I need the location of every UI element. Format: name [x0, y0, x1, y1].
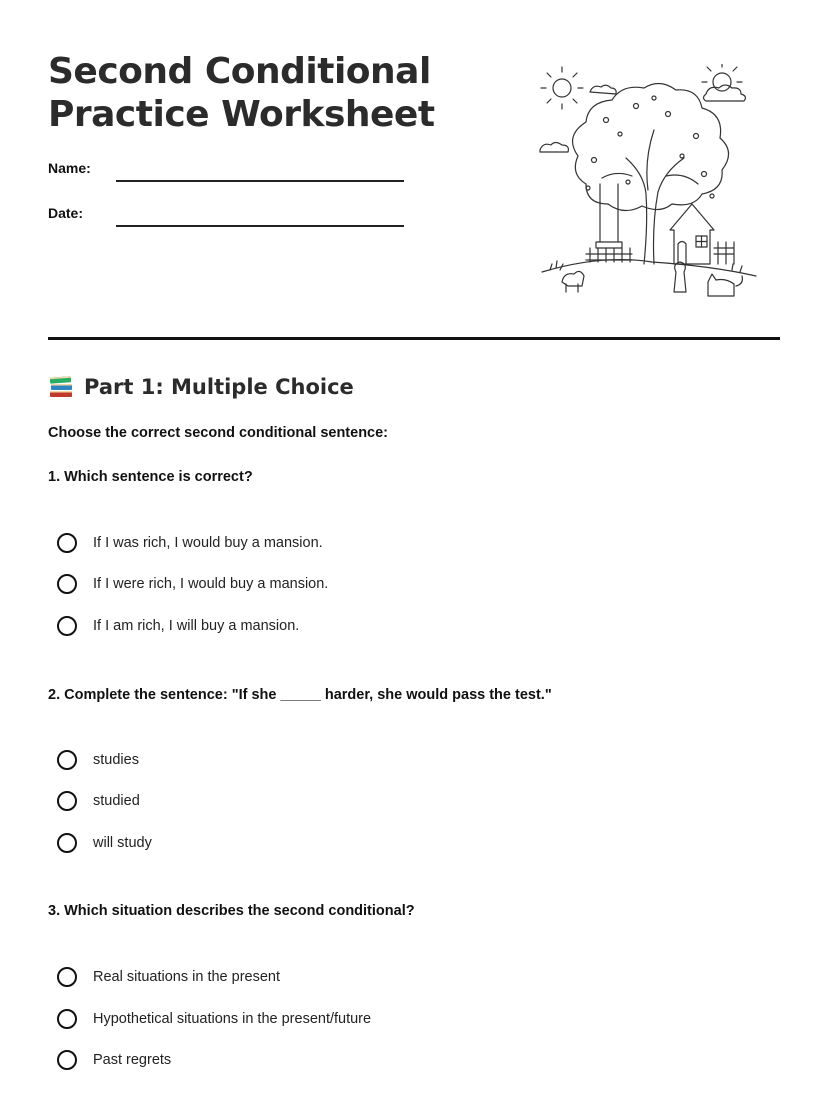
question-2: 2. Complete the sentence: "If she _____ harder, she would pass the test." [48, 687, 552, 703]
question-3: 3. Which situation describes the second conditional? [48, 903, 415, 919]
section-divider [48, 337, 780, 340]
option-label: If I am rich, I will buy a mansion. [93, 618, 300, 634]
name-field[interactable] [116, 180, 404, 182]
radio-button[interactable] [57, 574, 77, 594]
question-3-option-1[interactable] [57, 967, 280, 987]
question-3-option-3[interactable] [57, 1050, 171, 1070]
question-2-option-2[interactable] [57, 791, 140, 811]
radio-button[interactable] [57, 750, 77, 770]
option-label: will study [93, 835, 152, 851]
date-label: Date: [48, 205, 84, 221]
part-1-heading [48, 374, 354, 400]
question-1: 1. Which sentence is correct? [48, 469, 253, 485]
option-label: If I was rich, I would buy a mansion. [93, 535, 323, 551]
radio-button[interactable] [57, 616, 77, 636]
books-icon [48, 374, 74, 400]
question-1-option-3[interactable] [57, 616, 299, 636]
radio-button[interactable] [57, 1050, 77, 1070]
name-label: Name: [48, 160, 91, 176]
cloud-icon [704, 85, 746, 101]
option-label: Real situations in the present [93, 969, 280, 985]
part-1-heading-text: Part 1: Multiple Choice [84, 375, 354, 399]
radio-button[interactable] [57, 833, 77, 853]
option-label: studies [93, 752, 139, 768]
tree-house-illustration [536, 64, 764, 308]
radio-button[interactable] [57, 791, 77, 811]
question-2-option-1[interactable] [57, 750, 139, 770]
radio-button[interactable] [57, 533, 77, 553]
cloud-icon [590, 85, 616, 94]
title-line-2: Practice Worksheet [48, 94, 435, 135]
radio-button[interactable] [57, 967, 77, 987]
sun-icon [702, 64, 742, 91]
question-1-option-2[interactable] [57, 574, 328, 594]
instructions: Choose the correct second conditional sentence: [48, 425, 389, 441]
question-3-option-2[interactable] [57, 1009, 371, 1029]
cat-icon [708, 274, 742, 296]
worksheet-title [48, 50, 468, 136]
sun-icon [541, 67, 583, 109]
title-line-1: Second Conditional [48, 51, 431, 92]
question-1-option-1[interactable] [57, 533, 323, 553]
question-2-option-3[interactable] [57, 833, 152, 853]
radio-button[interactable] [57, 1009, 77, 1029]
option-label: Past regrets [93, 1052, 172, 1068]
dog-icon [674, 262, 686, 292]
option-label: studied [93, 793, 140, 809]
house-icon [670, 204, 714, 264]
cloud-icon [540, 143, 568, 153]
option-label: If I were rich, I would buy a mansion. [93, 576, 329, 592]
dog-icon [562, 271, 584, 292]
option-label: Hypothetical situations in the present/future [93, 1011, 372, 1027]
date-field[interactable] [116, 225, 404, 227]
